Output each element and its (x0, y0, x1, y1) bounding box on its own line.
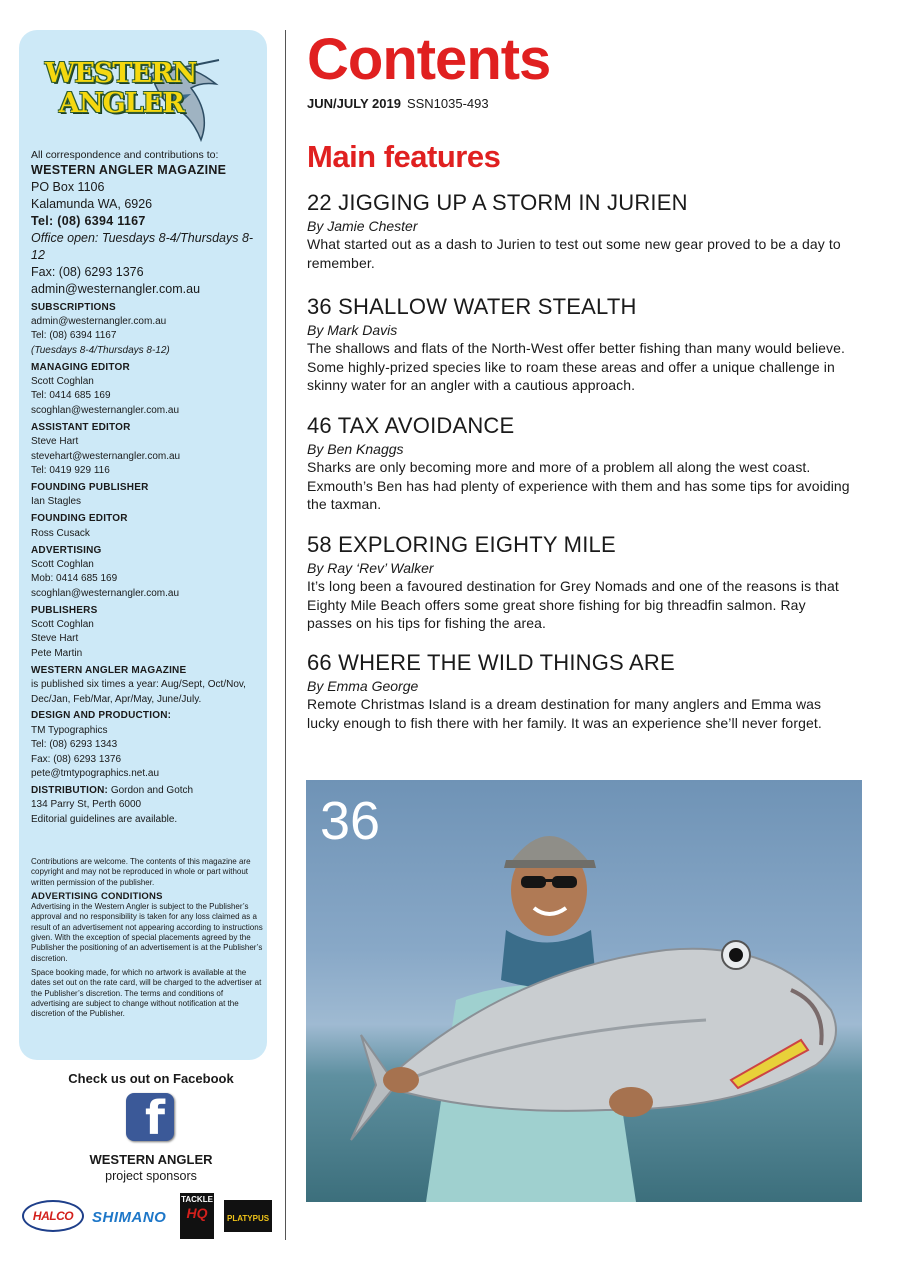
tackle-hq-logo[interactable] (180, 1193, 214, 1239)
section-line: is published six times a year: Aug/Sept, Oct/Nov, Dec/Jan, Feb/Mar, Apr/May, June/July. (31, 679, 246, 705)
feature-summary: Sharks are only becoming more and more of a problem all along the west coast. Exmouth’s Ben has had plenty of experience with them and has some tips for avoiding the taxman. (307, 459, 850, 513)
tackle-hq-mark: HQ (186, 1205, 208, 1221)
staff-section (31, 709, 263, 781)
contact-tel: Tel: (08) 6394 1167 (31, 214, 146, 228)
section-line: Ian Stagles (31, 496, 82, 508)
section-line: Tel: (08) 6293 1343 (31, 739, 118, 751)
contact-name: WESTERN ANGLER MAGAZINE (31, 163, 227, 177)
staff-section (31, 604, 263, 662)
section-line: 134 Parry St, Perth 6000 (31, 799, 142, 811)
section-line: Tel: 0419 929 116 (31, 464, 110, 476)
halco-logo[interactable] (22, 1200, 84, 1232)
feature-photo[interactable] (306, 780, 862, 1202)
feature-title[interactable]: 36 SHALLOW WATER STEALTH (307, 294, 637, 319)
section-line: Ross Cusack (31, 527, 90, 539)
sponsors-subtitle: project sponsors (105, 1169, 197, 1183)
issn: SSN1035-493 (406, 96, 489, 111)
facebook-callout: Check us out on Facebook (68, 1071, 234, 1086)
feature-summary: It’s long been a favoured destination for Grey Nomads and one of the reasons is that Eighty Mile Beach offers some great shore fishing for big threadfin salmon. Ray passes on his tips for fishing the area. (307, 578, 839, 632)
contact-block (31, 148, 259, 298)
conditions-heading: ADVERTISING CONDITIONS (31, 890, 163, 902)
section-heading: SUBSCRIPTIONS (31, 301, 116, 313)
issue-date: JUN/JULY 2019 (307, 96, 401, 111)
section-heading: DESIGN AND PRODUCTION: (31, 710, 172, 722)
section-line[interactable]: scoghlan@westernangler.com.au (31, 587, 180, 599)
feature-item[interactable] (307, 413, 852, 514)
platypus-logo-text: PLATYPUS (227, 1214, 270, 1223)
staff-section (31, 481, 263, 510)
platypus-logo[interactable] (224, 1200, 272, 1232)
section-line: Steve Hart (31, 436, 79, 448)
section-heading: ASSISTANT EDITOR (31, 421, 131, 433)
section-line[interactable]: stevehart@westernangler.com.au (31, 450, 181, 462)
feature-item[interactable] (307, 294, 852, 395)
distribution-company: Gordon and Gotch (108, 785, 194, 796)
logo-text-angler: ANGLER (59, 88, 184, 119)
section-heading: FOUNDING PUBLISHER (31, 481, 149, 493)
section-line: Scott Coghlan (31, 376, 94, 388)
tackle-hq-text: TACKLE (181, 1195, 213, 1204)
feature-title[interactable]: 46 TAX AVOIDANCE (307, 413, 515, 438)
section-line: Tel: (08) 6394 1167 (31, 330, 117, 342)
section-line[interactable]: pete@tmtypographics.net.au (31, 768, 160, 780)
feature-byline: By Ben Knaggs (307, 441, 404, 457)
section-heading: PUBLISHERS (31, 604, 98, 616)
issue-line (307, 96, 489, 111)
staff-list (31, 298, 263, 827)
sponsors-title: WESTERN ANGLER (89, 1152, 213, 1167)
feature-title[interactable]: 58 EXPLORING EIGHTY MILE (307, 532, 616, 557)
halco-logo-text: HALCO (32, 1209, 74, 1223)
contact-intro: All correspondence and contributions to: (31, 149, 219, 161)
angler-with-trevally-image (306, 780, 862, 1202)
shimano-logo-text: SHIMANO (92, 1208, 167, 1226)
section-heading: ADVERTISING (31, 544, 102, 556)
section-line[interactable]: scoghlan@westernangler.com.au (31, 404, 180, 416)
section-line: Scott Coghlan (31, 558, 94, 570)
feature-summary: What started out as a dash to Jurien to test out some new gear proved to be a day to remember. (307, 236, 841, 271)
contact-hours: Office open: Tuesdays 8-4/Thursdays 8-12 (31, 231, 254, 262)
section-line: Tel: 0414 685 169 (31, 390, 111, 402)
section-line: Mob: 0414 685 169 (31, 573, 118, 585)
shimano-logo[interactable] (92, 1207, 172, 1227)
feature-summary: Remote Christmas Island is a dream destination for many anglers and Emma was lucky enough to fish there with her family. It was an experience she’ll never forget. (307, 696, 822, 731)
staff-section (31, 664, 263, 707)
facebook-icon[interactable]: f (126, 1093, 174, 1141)
feature-title[interactable]: 66 WHERE THE WILD THINGS ARE (307, 650, 675, 675)
section-line: Pete Martin (31, 647, 83, 659)
section-heading-main-features: Main features (307, 139, 501, 174)
copyright-notice: Contributions are welcome. The contents of this magazine are copyright and may not be reproduced in whole or part without written permission of the publisher. (31, 857, 251, 887)
section-heading: DISTRIBUTION: (31, 785, 109, 796)
masthead-panel (19, 30, 267, 1060)
section-line[interactable]: admin@westernangler.com.au (31, 315, 167, 327)
feature-summary: The shallows and flats of the North-West offer better fishing than many would believe. Some highly-prized species like to roam these areas and offer a unique challenge in skinny water for an angler with a cautious approach. (307, 340, 846, 394)
photo-page-number: 36 (320, 791, 381, 851)
contact-address-line2: Kalamunda WA, 6926 (31, 197, 153, 211)
logo-text-western: WESTERN (45, 58, 197, 89)
section-line: Editorial guidelines are available. (31, 813, 178, 825)
feature-title[interactable]: 22 JIGGING UP A STORM IN JURIEN (307, 190, 688, 215)
feature-byline: By Ray ‘Rev’ Walker (307, 560, 434, 576)
feature-item[interactable] (307, 650, 852, 732)
section-line: Scott Coghlan (31, 619, 94, 631)
booking-text: Space booking made, for which no artwork is available at the dates set out on the rate card, will be charged to the advertiser at the Publisher’s discretion. The terms and conditions of advertising are subject to change without notification at the discretion of the Publisher. (31, 967, 262, 1019)
feature-item[interactable] (307, 532, 852, 633)
feature-byline: By Emma George (307, 678, 419, 694)
distribution-section (31, 784, 263, 827)
column-divider (285, 30, 286, 1240)
section-heading: WESTERN ANGLER MAGAZINE (31, 664, 187, 676)
page-title: Contents (307, 27, 551, 92)
western-angler-logo (41, 54, 221, 144)
feature-item[interactable] (307, 190, 852, 272)
staff-section (31, 421, 263, 479)
section-line: TM Typographics (31, 724, 108, 736)
section-heading: FOUNDING EDITOR (31, 513, 128, 525)
feature-byline: By Jamie Chester (307, 218, 418, 234)
section-line: Steve Hart (31, 633, 79, 645)
contact-email[interactable]: admin@westernangler.com.au (31, 282, 201, 296)
staff-section (31, 301, 263, 359)
section-line: (Tuesdays 8-4/Thursdays 8-12) (31, 344, 170, 356)
contact-address-line1: PO Box 1106 (31, 180, 105, 194)
staff-section (31, 544, 263, 602)
contact-fax: Fax: (08) 6293 1376 (31, 265, 144, 279)
section-heading: MANAGING EDITOR (31, 361, 130, 373)
feature-byline: By Mark Davis (307, 322, 398, 338)
staff-section (31, 361, 263, 419)
staff-section (31, 512, 263, 541)
conditions-text: Advertising in the Western Angler is subject to the Publisher’s approval and no responsibility is taken for any loss claimed as a result of an advertisement not appearing according to instructions given. With the exception of special placements agreed by the Publisher the positioning of an advertisement is at the Publisher’s discretion. (31, 902, 263, 963)
legal-notice (31, 857, 263, 1023)
section-line: Fax: (08) 6293 1376 (31, 753, 122, 765)
